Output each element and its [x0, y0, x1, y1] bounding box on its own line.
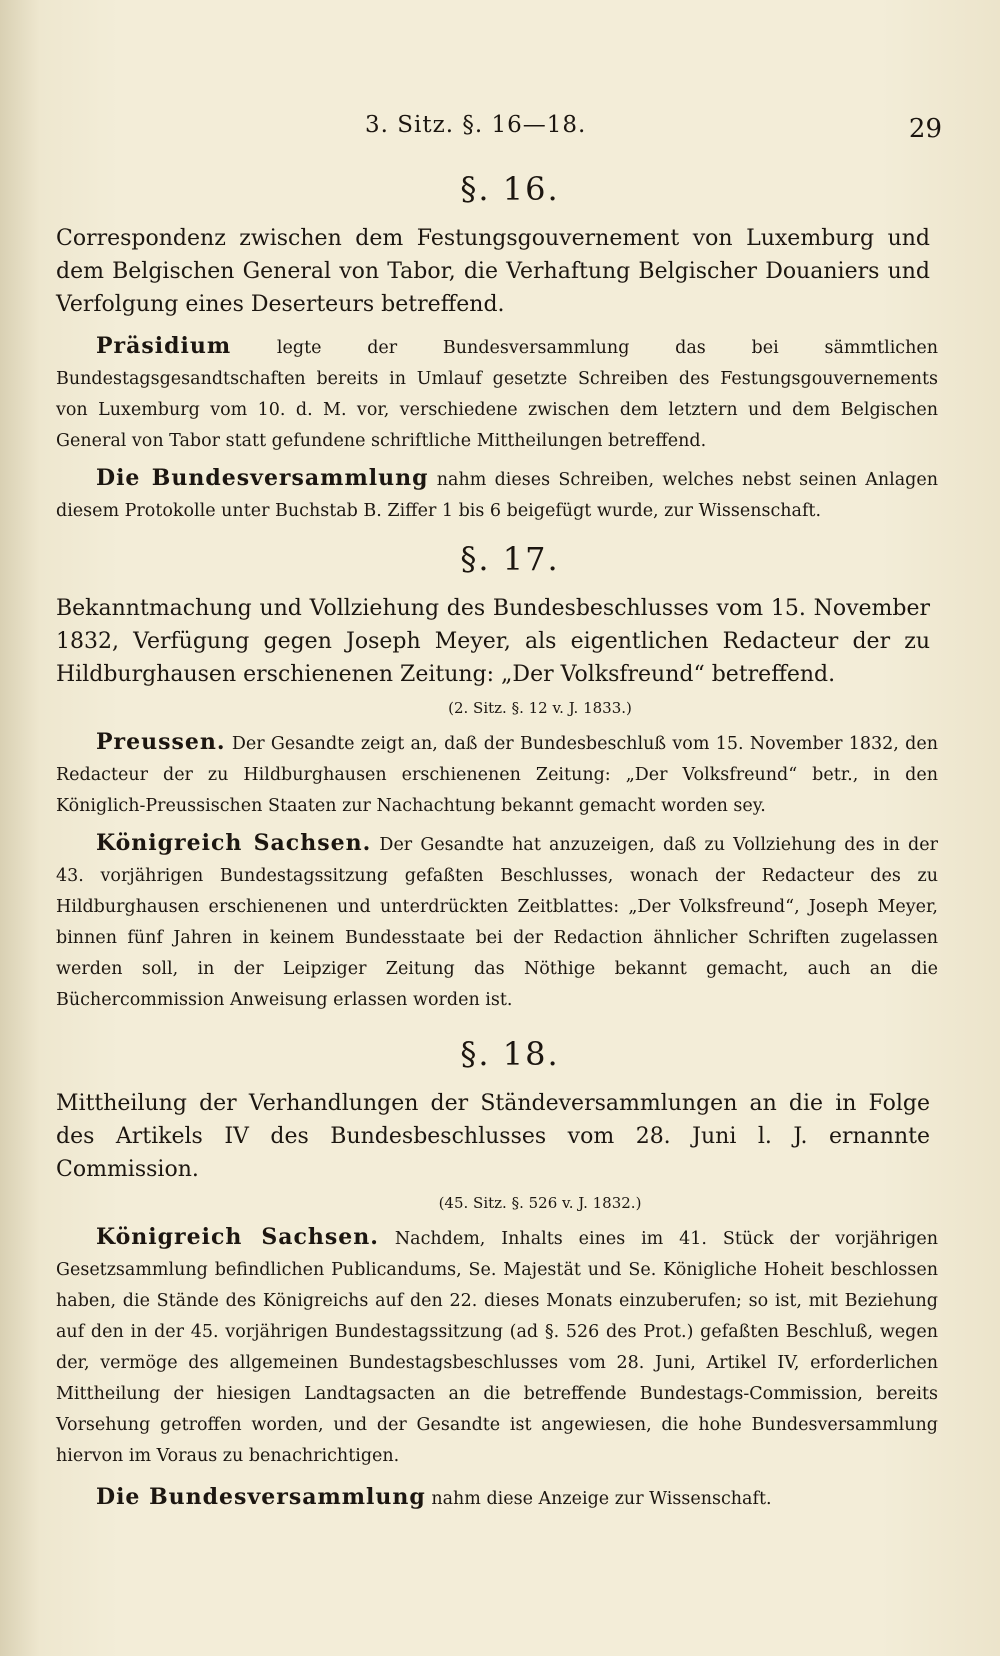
paragraph-lead: Preussen. — [96, 729, 226, 755]
reference-note: (45. Sitz. §. 526 v. J. 1832.) — [438, 1194, 642, 1212]
section-number: §. 16. — [460, 170, 560, 208]
page-header — [0, 112, 1000, 152]
paragraph — [56, 1482, 938, 1515]
paragraph — [56, 828, 938, 1016]
paragraph-text: Der Gesandte zeigt an, daß der Bundesbeschluß vom 15. November 1832, den Redacteur der zu Hildburghausen erschienenen Zeitung: „Der Volksfreund“ betr., in den Königlich-Preussischen Staaten zur Nachachtung bekannt gemacht worden sey. — [56, 734, 938, 816]
paragraph — [56, 331, 938, 457]
section-number: §. 18. — [460, 1035, 560, 1073]
reference-note: (2. Sitz. §. 12 v. J. 1833.) — [448, 699, 632, 717]
section-heading: Correspondenz zwischen dem Festungsgouvernement von Luxemburg und dem Belgischen General von Tabor, die Verhaftung Belgischer Douaniers und Verfolgung eines Deserteurs betreffend. — [56, 226, 930, 317]
paragraph-lead: Königreich Sachsen. — [96, 830, 372, 856]
section-17 — [0, 540, 1000, 1016]
paragraph-lead: Die Bundesversammlung — [96, 465, 429, 491]
paragraph-text: nahm dieses Schreiben, welches nebst seinen Anlagen diesem Protokolle unter Buchstab B. Ziffer 1 bis 6 beigefügt wurde, zur Wissenschaft. — [56, 470, 938, 521]
section-heading: Bekanntmachung und Vollziehung des Bundesbeschlusses vom 15. November 1832, Verfügung gegen Joseph Meyer, als eigentlichen Redacteur der zu Hildburghausen erschienenen Zeitung: „Der Volksfreund“ betreffend. — [56, 596, 930, 687]
paragraph-lead: Die Bundesversammlung — [96, 1484, 426, 1510]
paragraph-text: nahm diese Anzeige zur Wissenschaft. — [425, 1489, 772, 1509]
section-18 — [0, 1035, 1000, 1515]
paragraph — [56, 727, 938, 822]
paragraph-text: Der Gesandte hat anzuzeigen, daß zu Vollziehung des in der 43. vorjährigen Bundestagssitzung gefaßten Beschlusses, wonach der Redacteur des zu Hildburghausen erschienenen und unterdrückten Zeitblattes: „Der Volksfreund“, Joseph Meyer, binnen fünf Jahren in keinem Bundesstaate bei der Redaction ähnlicher Schriften zugelassen werden soll, in der Leipziger Zeitung das Nöthige bekannt gemacht, auch an die Büchercommission Anweisung erlassen worden ist. — [56, 835, 938, 1010]
section-heading: Mittheilung der Verhandlungen der Ständeversammlungen an die in Folge des Artikels IV des Bundesbeschlusses vom 28. Juni l. J. ernannte Commission. — [56, 1091, 930, 1182]
paragraph — [56, 463, 938, 527]
running-head: 3. Sitz. §. 16—18. — [365, 112, 587, 138]
section-16 — [0, 170, 1000, 527]
paragraph-lead: Präsidium — [96, 333, 232, 359]
paragraph-text: legte der Bundesversammlung das bei sämmtlichen Bundestagsgesandtschaften bereits in Umlauf gesetzte Schreiben des Festungsgouvernements von Luxemburg vom 10. d. M. vor, verschiedene zwischen dem letztern und dem Belgischen General von Tabor statt gefundene schriftliche Mittheilungen betreffend. — [56, 338, 938, 451]
paragraph — [56, 1222, 938, 1472]
paragraph-lead: Königreich Sachsen. — [96, 1224, 379, 1250]
page-number: 29 — [908, 114, 942, 144]
paragraph-text: Nachdem, Inhalts eines im 41. Stück der vorjährigen Gesetzsammlung befindlichen Publicandums, Se. Majestät und Se. Königliche Hoheit beschlossen haben, die Stände des Königreichs auf den 22. dieses Monats einzuberufen; so ist, mit Beziehung auf den in der 45. vorjährigen Bundestagssitzung (ad §. 526 des Prot.) gefaßten Beschluß, wegen der, vermöge des allgemeinen Bundestagsbeschlusses vom 28. Juni, Artikel IV, erforderlichen Mittheilung der hiesigen Landtagsacten an die betreffende Bundestags-Commission, bereits Vorsehung getroffen worden, und der Gesandte ist angewiesen, die hohe Bundesversammlung hiervon im Voraus zu benachrichtigen. — [56, 1229, 938, 1466]
section-number: §. 17. — [460, 540, 560, 578]
